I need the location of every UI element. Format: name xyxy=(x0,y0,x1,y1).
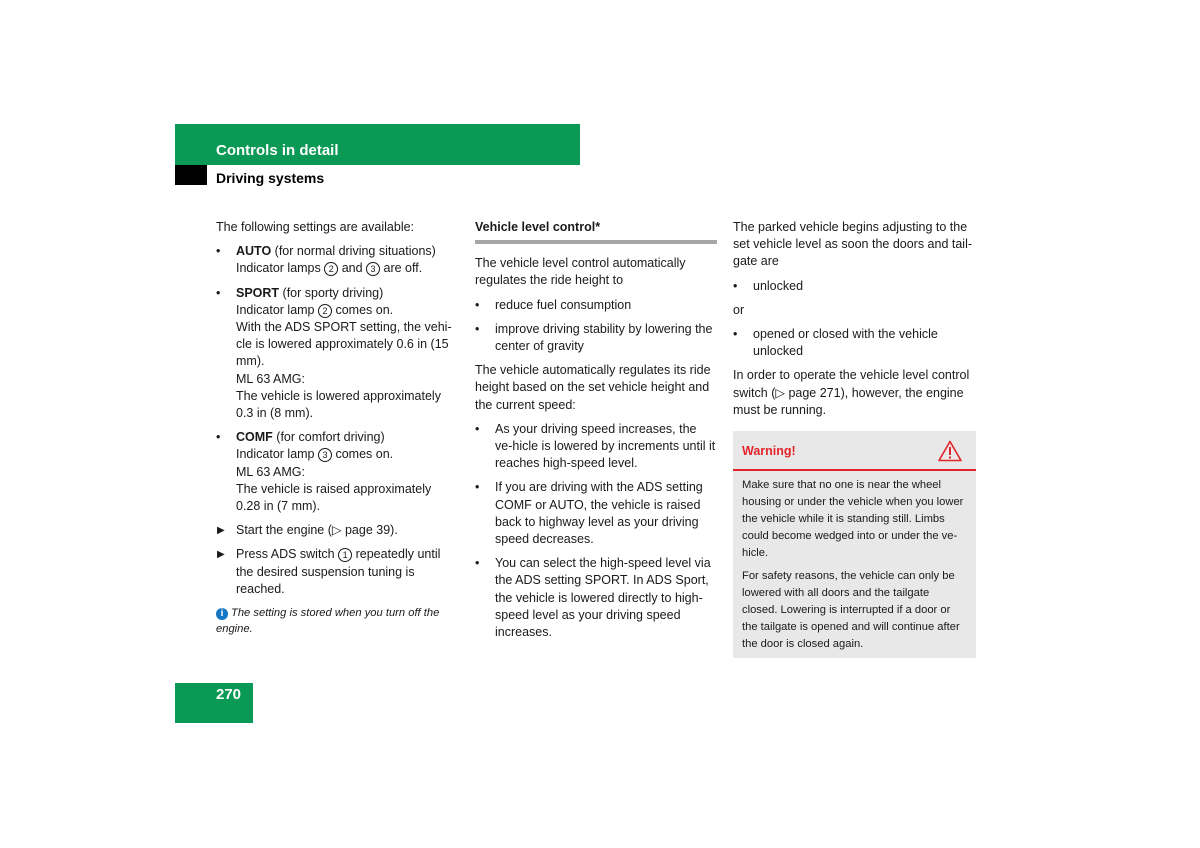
step-arrow-icon: ▶ xyxy=(217,549,225,561)
bullet-icon: • xyxy=(475,556,480,571)
warning-title: Warning! xyxy=(742,444,796,458)
bullet-icon: • xyxy=(216,244,221,259)
engine-running-text: In order to operate the vehicle level control switch (▷ page 271), however, the engine must be running. xyxy=(733,368,970,417)
warning-body xyxy=(733,471,976,653)
warning-box xyxy=(733,431,976,658)
level-regulation-text: The vehicle automatically regulates its ride height based on the set vehicle height and the current speed: xyxy=(475,363,711,412)
setting-comf: • COMF (for comfort driving) Indicator lamp 3 comes on. ML 63 AMG: The vehicle is raised approximately 0.28 in (7 mm). xyxy=(216,430,432,514)
or-text: or xyxy=(733,302,745,317)
column-2 xyxy=(475,219,717,648)
vehicle-level-heading: Vehicle level control* xyxy=(475,220,601,234)
info-icon: i xyxy=(216,608,228,620)
list-item: • As your driving speed increases, the ve-hicle is lowered by increments until it reaches high-speed level. xyxy=(475,421,716,471)
page-number: 270 xyxy=(216,686,242,703)
list-item: • opened or closed with the vehicle unlocked xyxy=(733,327,938,359)
heading-rule xyxy=(475,240,717,244)
page-number-box xyxy=(175,683,253,723)
setting-sport: • SPORT (for sporty driving) Indicator lamp 2 comes on. With the ADS SPORT setting, the vehi-cle is lowered approximately 0.6 in (15 mm). ML 63 AMG: The vehicle is lowered approximately 0.3 in (8 mm). xyxy=(216,285,452,421)
setting-auto: • AUTO (for normal driving situations) Indicator lamps 2 and 3 are off. xyxy=(216,244,436,276)
indicator-3-icon: 3 xyxy=(318,448,332,462)
warning-triangle-icon xyxy=(938,440,962,462)
subsection-title: Driving systems xyxy=(216,170,325,186)
bullet-icon: • xyxy=(475,297,480,312)
step-press-ads: ▶ Press ADS switch 1 repeatedly until the desired suspension tuning is reached. xyxy=(217,547,441,596)
list-item: • improve driving stability by lowering the center of gravity xyxy=(475,321,713,354)
step-arrow-icon: ▶ xyxy=(217,525,225,537)
bullet-icon: • xyxy=(733,278,738,293)
settings-list xyxy=(216,243,456,515)
indicator-3-icon: 3 xyxy=(366,262,380,276)
condition-list-1 xyxy=(733,278,976,295)
condition-list-2 xyxy=(733,326,976,360)
bullet-icon: • xyxy=(216,430,221,445)
column-1 xyxy=(216,219,456,637)
ads-switch-1-icon: 1 xyxy=(338,548,352,562)
step-start-engine: ▶ Start the engine (▷ page 39). xyxy=(216,522,456,539)
warning-header xyxy=(733,431,976,471)
warning-text-2: For safety reasons, the vehicle can only be lowered with all doors and the tailgate closed. Lowering is interrupted if a door or the tailgate is opened and will continue after the door is closed again. xyxy=(742,570,960,650)
list-item: • You can select the high-speed level via the ADS setting SPORT. In ADS Sport, the vehicle is lowered directly to high-speed level as your driving speed increases. xyxy=(475,556,711,640)
level-purpose-list xyxy=(475,297,717,356)
level-intro: The vehicle level control automatically regulates the ride height to xyxy=(475,256,686,288)
instruction-steps xyxy=(216,522,456,598)
section-title: Controls in detail xyxy=(216,142,339,159)
level-behavior-list xyxy=(475,421,717,641)
list-item: • unlocked xyxy=(733,278,976,295)
column-3 xyxy=(733,219,976,426)
info-note: i The setting is stored when you turn off the engine. xyxy=(216,607,440,636)
bullet-icon: • xyxy=(216,285,221,300)
bullet-icon: • xyxy=(475,421,480,436)
subsection-marker xyxy=(175,165,207,185)
settings-intro: The following settings are available: xyxy=(216,220,415,234)
bullet-icon: • xyxy=(475,480,480,495)
indicator-2-icon: 2 xyxy=(324,262,338,276)
parked-vehicle-text: The parked vehicle begins adjusting to the set vehicle level as soon the doors and tail-gate are xyxy=(733,220,973,269)
bullet-icon: • xyxy=(733,327,738,342)
list-item: • reduce fuel consumption xyxy=(475,297,717,314)
indicator-2-icon: 2 xyxy=(318,304,332,318)
bullet-icon: • xyxy=(475,321,480,336)
list-item: • If you are driving with the ADS setting COMF or AUTO, the vehicle is raised back to highway level as your driving speed decreases. xyxy=(475,480,703,547)
warning-text-1: Make sure that no one is near the wheel housing or under the vehicle when you lower the vehicle while it is standing still. Limbs could become wedged into or under the ve-hicle. xyxy=(742,479,964,559)
